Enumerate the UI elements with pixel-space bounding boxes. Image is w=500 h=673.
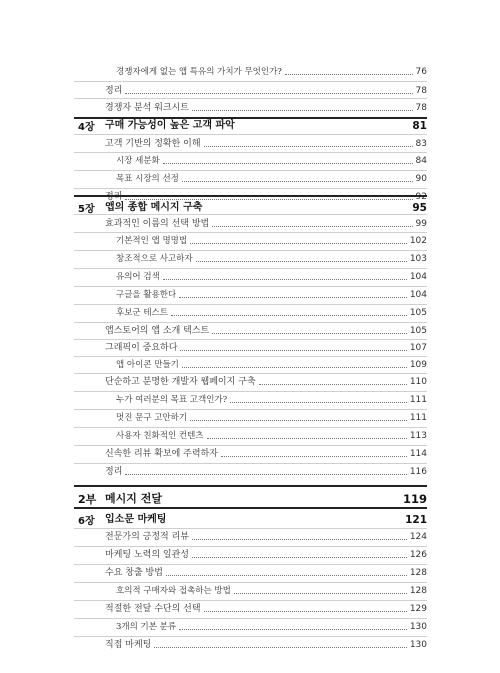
toc-entry-title: 경쟁자에게 없는 앱 특유의 가치가 무엇인가? (116, 67, 282, 77)
toc-entry-page: 104 (409, 272, 427, 282)
chapter-page: 121 (405, 514, 427, 526)
chapter-heading (105, 509, 427, 526)
toc-entry (105, 443, 427, 460)
toc-entry-title: 고객 기반의 정확한 이해 (105, 139, 201, 149)
toc-entry-title: 적절한 전달 수단의 선택 (105, 604, 201, 614)
leader-dots (204, 146, 413, 147)
leader-dots (125, 93, 412, 94)
toc-entry-page: 78 (415, 103, 427, 113)
toc-entry-page: 130 (409, 640, 427, 650)
toc-entry-title: 멋진 문구 고안하기 (116, 413, 188, 423)
chapter-page: 95 (412, 202, 427, 214)
toc-entry-title: 사용자 친화적인 컨텐츠 (116, 431, 204, 441)
leader-dots (192, 539, 407, 540)
leader-dots (180, 350, 406, 351)
chapter-title: 구매 가능성이 높은 고객 파악 (105, 120, 235, 131)
leader-dots (259, 384, 407, 385)
leader-dots (171, 315, 407, 316)
toc-entry (105, 133, 427, 150)
toc-entry-title: 효과적인 이름의 선택 방법 (105, 219, 210, 229)
toc-entry-title: 3개의 기본 분류 (116, 622, 177, 632)
chapter-label: 4장 (78, 122, 95, 133)
toc-entry (105, 544, 427, 561)
toc-entry-page: 128 (409, 568, 427, 578)
toc-entry-page: 90 (415, 174, 427, 184)
part-label: 2부 (78, 493, 97, 506)
part-page: 119 (402, 492, 427, 506)
toc-entry-title: 정리 (105, 192, 123, 202)
toc-entry-page: 109 (409, 360, 427, 370)
toc-entry-page: 111 (409, 413, 427, 423)
leader-dots (182, 367, 407, 368)
leader-dots (154, 647, 406, 648)
toc-entry-page: 129 (409, 604, 427, 614)
toc-entry (116, 616, 427, 633)
chapter-label: 5장 (78, 204, 95, 215)
toc-entry-page: 107 (409, 343, 427, 353)
toc-entry-title: 앱스토어의 앱 소개 텍스트 (105, 326, 210, 336)
toc-entry (105, 634, 427, 651)
toc-entry (116, 168, 427, 185)
leader-dots (285, 74, 413, 75)
leader-dots (230, 402, 407, 403)
leader-dots (207, 438, 407, 439)
toc-entry-page: 113 (409, 431, 427, 441)
toc-entry (116, 389, 427, 406)
toc-entry (105, 461, 427, 478)
leader-dots (166, 575, 407, 576)
leader-dots (212, 226, 412, 227)
toc-entry (116, 230, 427, 247)
leader-dots (221, 456, 407, 457)
leader-dots (179, 629, 407, 630)
toc-entry (116, 266, 427, 283)
toc-entry-page: 103 (409, 254, 427, 264)
toc-entry (105, 97, 427, 114)
toc-entry-title: 기본적인 앱 명명법 (116, 236, 188, 246)
leader-dots (204, 611, 407, 612)
toc-entry (105, 337, 427, 354)
toc-entry-title: 앱 아이콘 만들기 (116, 360, 179, 370)
toc-entry-page: 124 (409, 532, 427, 542)
toc-entry-title: 목표 시장의 선정 (116, 174, 179, 184)
toc-entry-title: 수요 창출 방법 (105, 568, 163, 578)
toc-entry-page: 114 (409, 449, 427, 459)
toc-entry-title: 시장 세분화 (116, 156, 160, 166)
chapter-heading (105, 197, 427, 214)
toc-entry-page: 104 (409, 290, 427, 300)
toc-entry-page: 128 (409, 586, 427, 596)
toc-entry-page: 83 (415, 139, 427, 149)
leader-dots (192, 110, 413, 111)
toc-entry (105, 213, 427, 230)
toc-entry (116, 425, 427, 442)
toc-entry (105, 371, 427, 388)
toc-entry-page: 130 (409, 622, 427, 632)
toc-entry (105, 80, 427, 97)
toc-entry-title: 창조적으로 사고하자 (116, 254, 193, 264)
toc-entry-title: 후보군 테스트 (116, 308, 168, 318)
toc-entry-title: 직접 마케팅 (105, 640, 152, 650)
chapter-title: 입소문 마케팅 (105, 514, 167, 525)
toc-entry-page: 105 (409, 326, 427, 336)
toc-entry-page: 78 (415, 86, 427, 96)
toc-entry-page: 111 (409, 395, 427, 405)
leader-dots (196, 261, 407, 262)
toc-entry (105, 320, 427, 337)
toc-entry (105, 562, 427, 579)
leader-dots (192, 557, 407, 558)
leader-dots (190, 420, 407, 421)
leader-dots (179, 297, 407, 298)
chapter-heading (105, 115, 427, 132)
chapter-label: 6장 (78, 516, 95, 527)
toc-entry (116, 354, 427, 371)
toc-entry-title: 단순하고 분명한 개발자 웹페이지 구축 (105, 377, 256, 387)
toc-entry-page: 116 (409, 467, 427, 477)
toc-entry-page: 110 (409, 377, 427, 387)
leader-dots (212, 333, 407, 334)
chapter-page: 81 (412, 120, 427, 132)
toc-entry-title: 마케팅 노력의 일관성 (105, 550, 189, 560)
leader-dots (163, 279, 407, 280)
toc-entry-title: 유의어 검색 (116, 272, 160, 282)
leader-dots (125, 474, 406, 475)
part-divider (74, 485, 427, 487)
toc-entry-title: 경쟁자 분석 워크시트 (105, 103, 189, 113)
toc-entry-page: 105 (409, 308, 427, 318)
leader-dots (182, 181, 413, 182)
toc-entry-title: 정리 (105, 467, 123, 477)
leader-dots (234, 593, 407, 594)
toc-entry-title: 신속한 리뷰 확보에 주력하자 (105, 449, 218, 459)
part-title: 메시지 전달 (105, 492, 162, 505)
toc-entry-page: 99 (415, 219, 427, 229)
chapter-title: 앱의 종합 메시지 구축 (105, 202, 203, 213)
part-heading (105, 488, 427, 505)
leader-dots (190, 243, 407, 244)
toc-entry (116, 150, 427, 167)
toc-entry-page: 92 (415, 192, 427, 202)
toc-entry (116, 580, 427, 597)
toc-entry-title: 구글을 활용한다 (116, 290, 177, 300)
toc-entry-title: 전문가의 긍정적 리뷰 (105, 532, 189, 542)
toc-entry-page: 126 (409, 550, 427, 560)
toc-entry (116, 61, 427, 78)
toc-entry (116, 248, 427, 265)
leader-dots (163, 163, 413, 164)
toc-entry-title: 누가 여러분의 목표 고객인가? (116, 395, 228, 405)
toc-entry-title: 정리 (105, 86, 123, 96)
toc-entry (105, 526, 427, 543)
toc-entry (116, 407, 427, 424)
toc-entry-page: 76 (415, 67, 427, 77)
toc-entry-page: 102 (409, 236, 427, 246)
toc-entry-title: 호의적 구매자와 접촉하는 방법 (116, 586, 231, 596)
toc-entry (105, 598, 427, 615)
toc-entry (116, 302, 427, 319)
toc-entry (116, 284, 427, 301)
toc-entry-page: 84 (415, 156, 427, 166)
toc-entry-title: 그래픽이 중요하다 (105, 343, 178, 353)
